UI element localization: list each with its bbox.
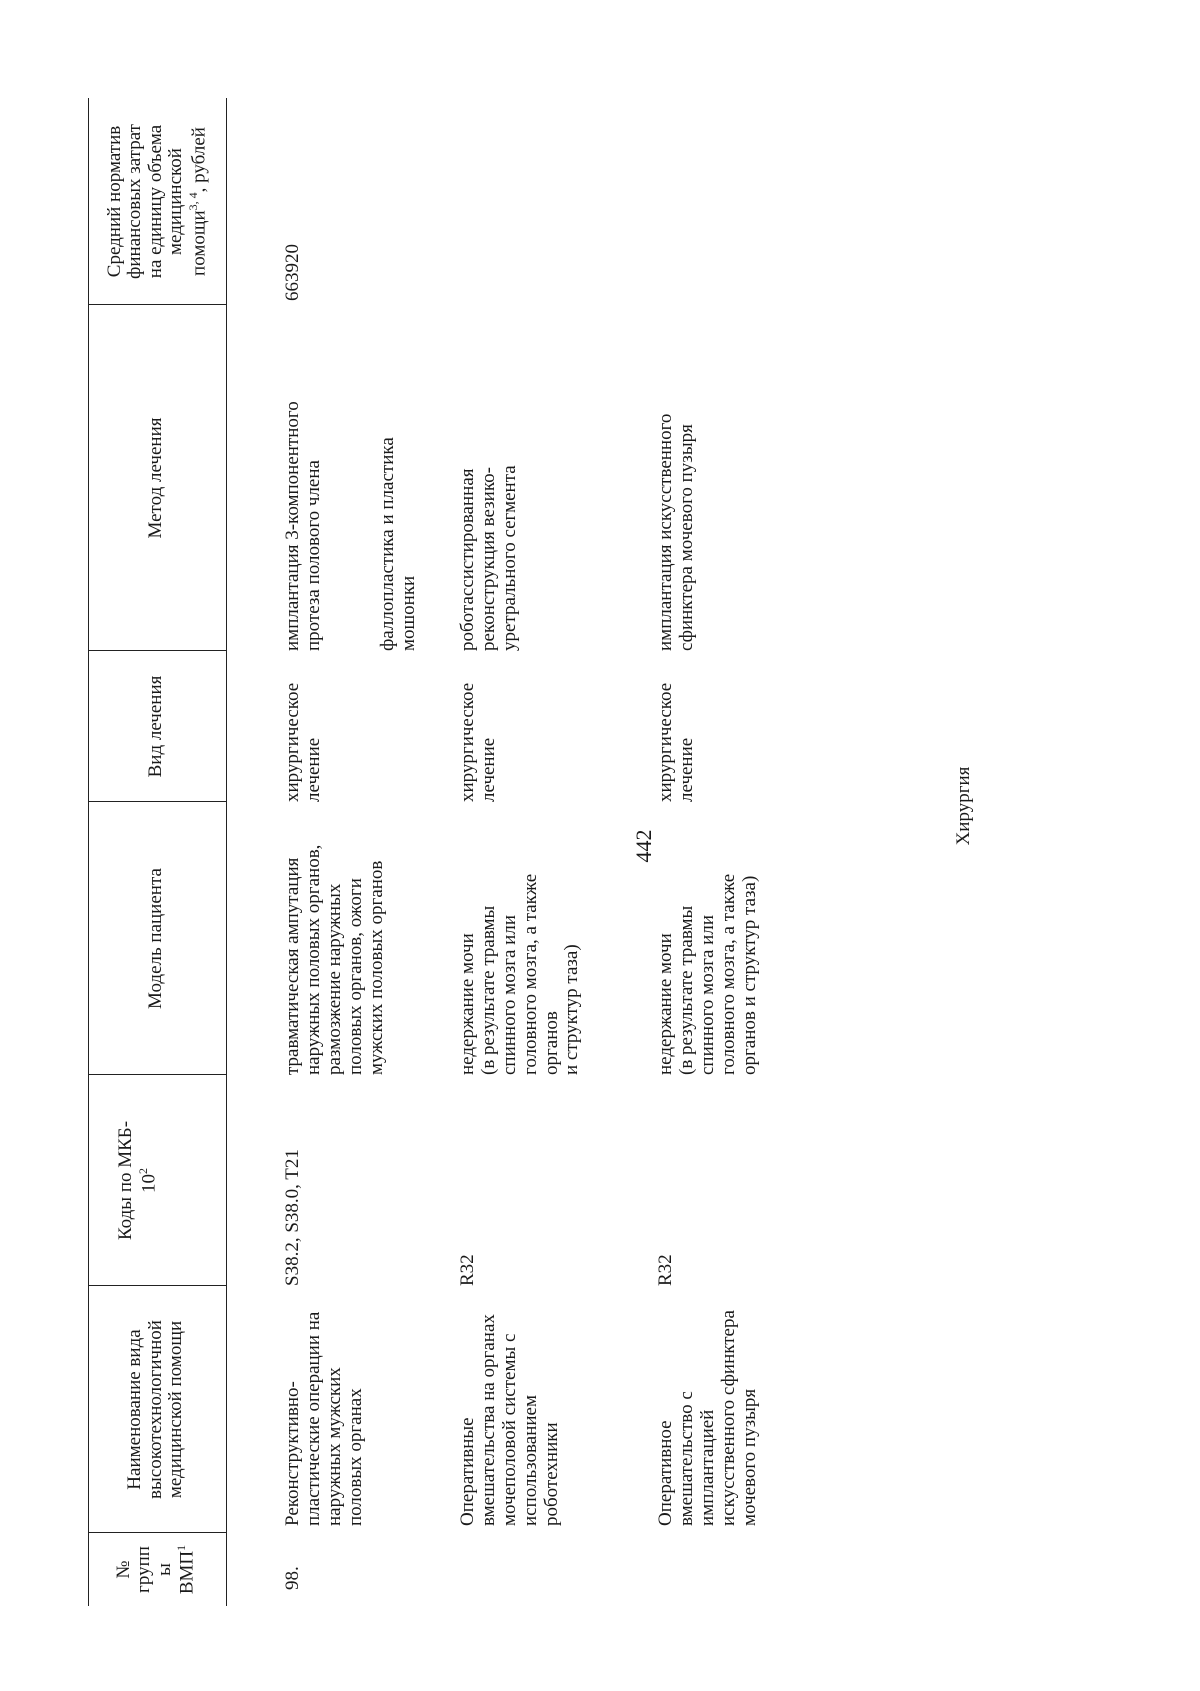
row3-treatment-method: имплантация искусственного сфинктера мочевого пузыря [655, 413, 697, 651]
row1-group-no: 98. [282, 1566, 303, 1590]
header-treatment-method-text: Метод лечения [144, 417, 166, 539]
header-cost-standard [88, 98, 226, 305]
header-icd-codes-sup: 2 [135, 1168, 150, 1174]
row1-patient-model: травматическая ампутация наружных половых органов, размозжение наружных половых органов, ожоги мужских половых органов [282, 844, 387, 1075]
row2-treatment-method: роботассистированная реконструкция везико- уретрального сегмента [457, 465, 520, 651]
row3-patient-model: недержание мочи (в результате травмы спинного мозга или головного мозга, а также органов и структур таза) [655, 873, 760, 1075]
header-cost-standard-text: Средний норматив финансовых затрат на единицу объема медицинской помощи [103, 124, 209, 279]
row1-vmp-name: Реконструктивно- пластические операции на наружных мужских половых органах [282, 1311, 366, 1526]
header-treatment-type [96, 651, 216, 802]
header-group-no [96, 1533, 216, 1606]
header-vmp-name [96, 1286, 216, 1533]
row1-cost-standard: 663920 [282, 244, 303, 301]
section-title: Хирургия [953, 766, 974, 846]
header-cost-standard-sup: 3, 4 [185, 192, 200, 211]
row1-icd-codes: S38.2, S38.0, T21 [282, 1149, 303, 1286]
table-top-rule [88, 98, 89, 1606]
row2-treatment-type: хирургическое лечение [457, 682, 499, 802]
header-icd-codes [96, 1075, 216, 1286]
header-patient-model [96, 802, 216, 1075]
header-cost-standard-tail: , рублей [187, 127, 209, 193]
header-group-no-text: № групп ы ВМП [112, 1546, 198, 1595]
row2-patient-model: недержание мочи (в результате травмы спинного мозга или головного мозга, а также органов и структур таза) [457, 873, 583, 1075]
row1-treatment-method-1: имплантация 3-компонентного протеза полового члена [282, 401, 324, 651]
rotated-table [88, 98, 1200, 1606]
row3-icd-codes: R32 [655, 1254, 676, 1286]
row1-treatment-type: хирургическое лечение [282, 682, 324, 802]
header-treatment-type-text: Вид лечения [144, 675, 166, 778]
row2-vmp-name: Оперативные вмешательства на органах мочеполовой системы с использованием роботехники [457, 1314, 562, 1526]
row3-treatment-type: хирургическое лечение [655, 682, 697, 802]
table-header-rule [226, 98, 227, 1606]
header-patient-model-text: Модель пациента [144, 868, 166, 1009]
row1-treatment-method-2: фаллопластика и пластика мошонки [377, 437, 419, 651]
header-icd-codes-text: Коды по МКБ- 10 [115, 1120, 159, 1241]
page-number: 442 [631, 829, 656, 863]
row3-vmp-name: Оперативное вмешательство с имплантацией искусственного сфинктера мочевого пузыря [655, 1310, 760, 1526]
header-group-no-sup: 1 [174, 1544, 189, 1551]
row2-icd-codes: R32 [457, 1254, 478, 1286]
header-vmp-name-text: Наименование вида высокотехнологичной медицинской помощи [124, 1320, 187, 1499]
header-treatment-method [96, 305, 216, 651]
